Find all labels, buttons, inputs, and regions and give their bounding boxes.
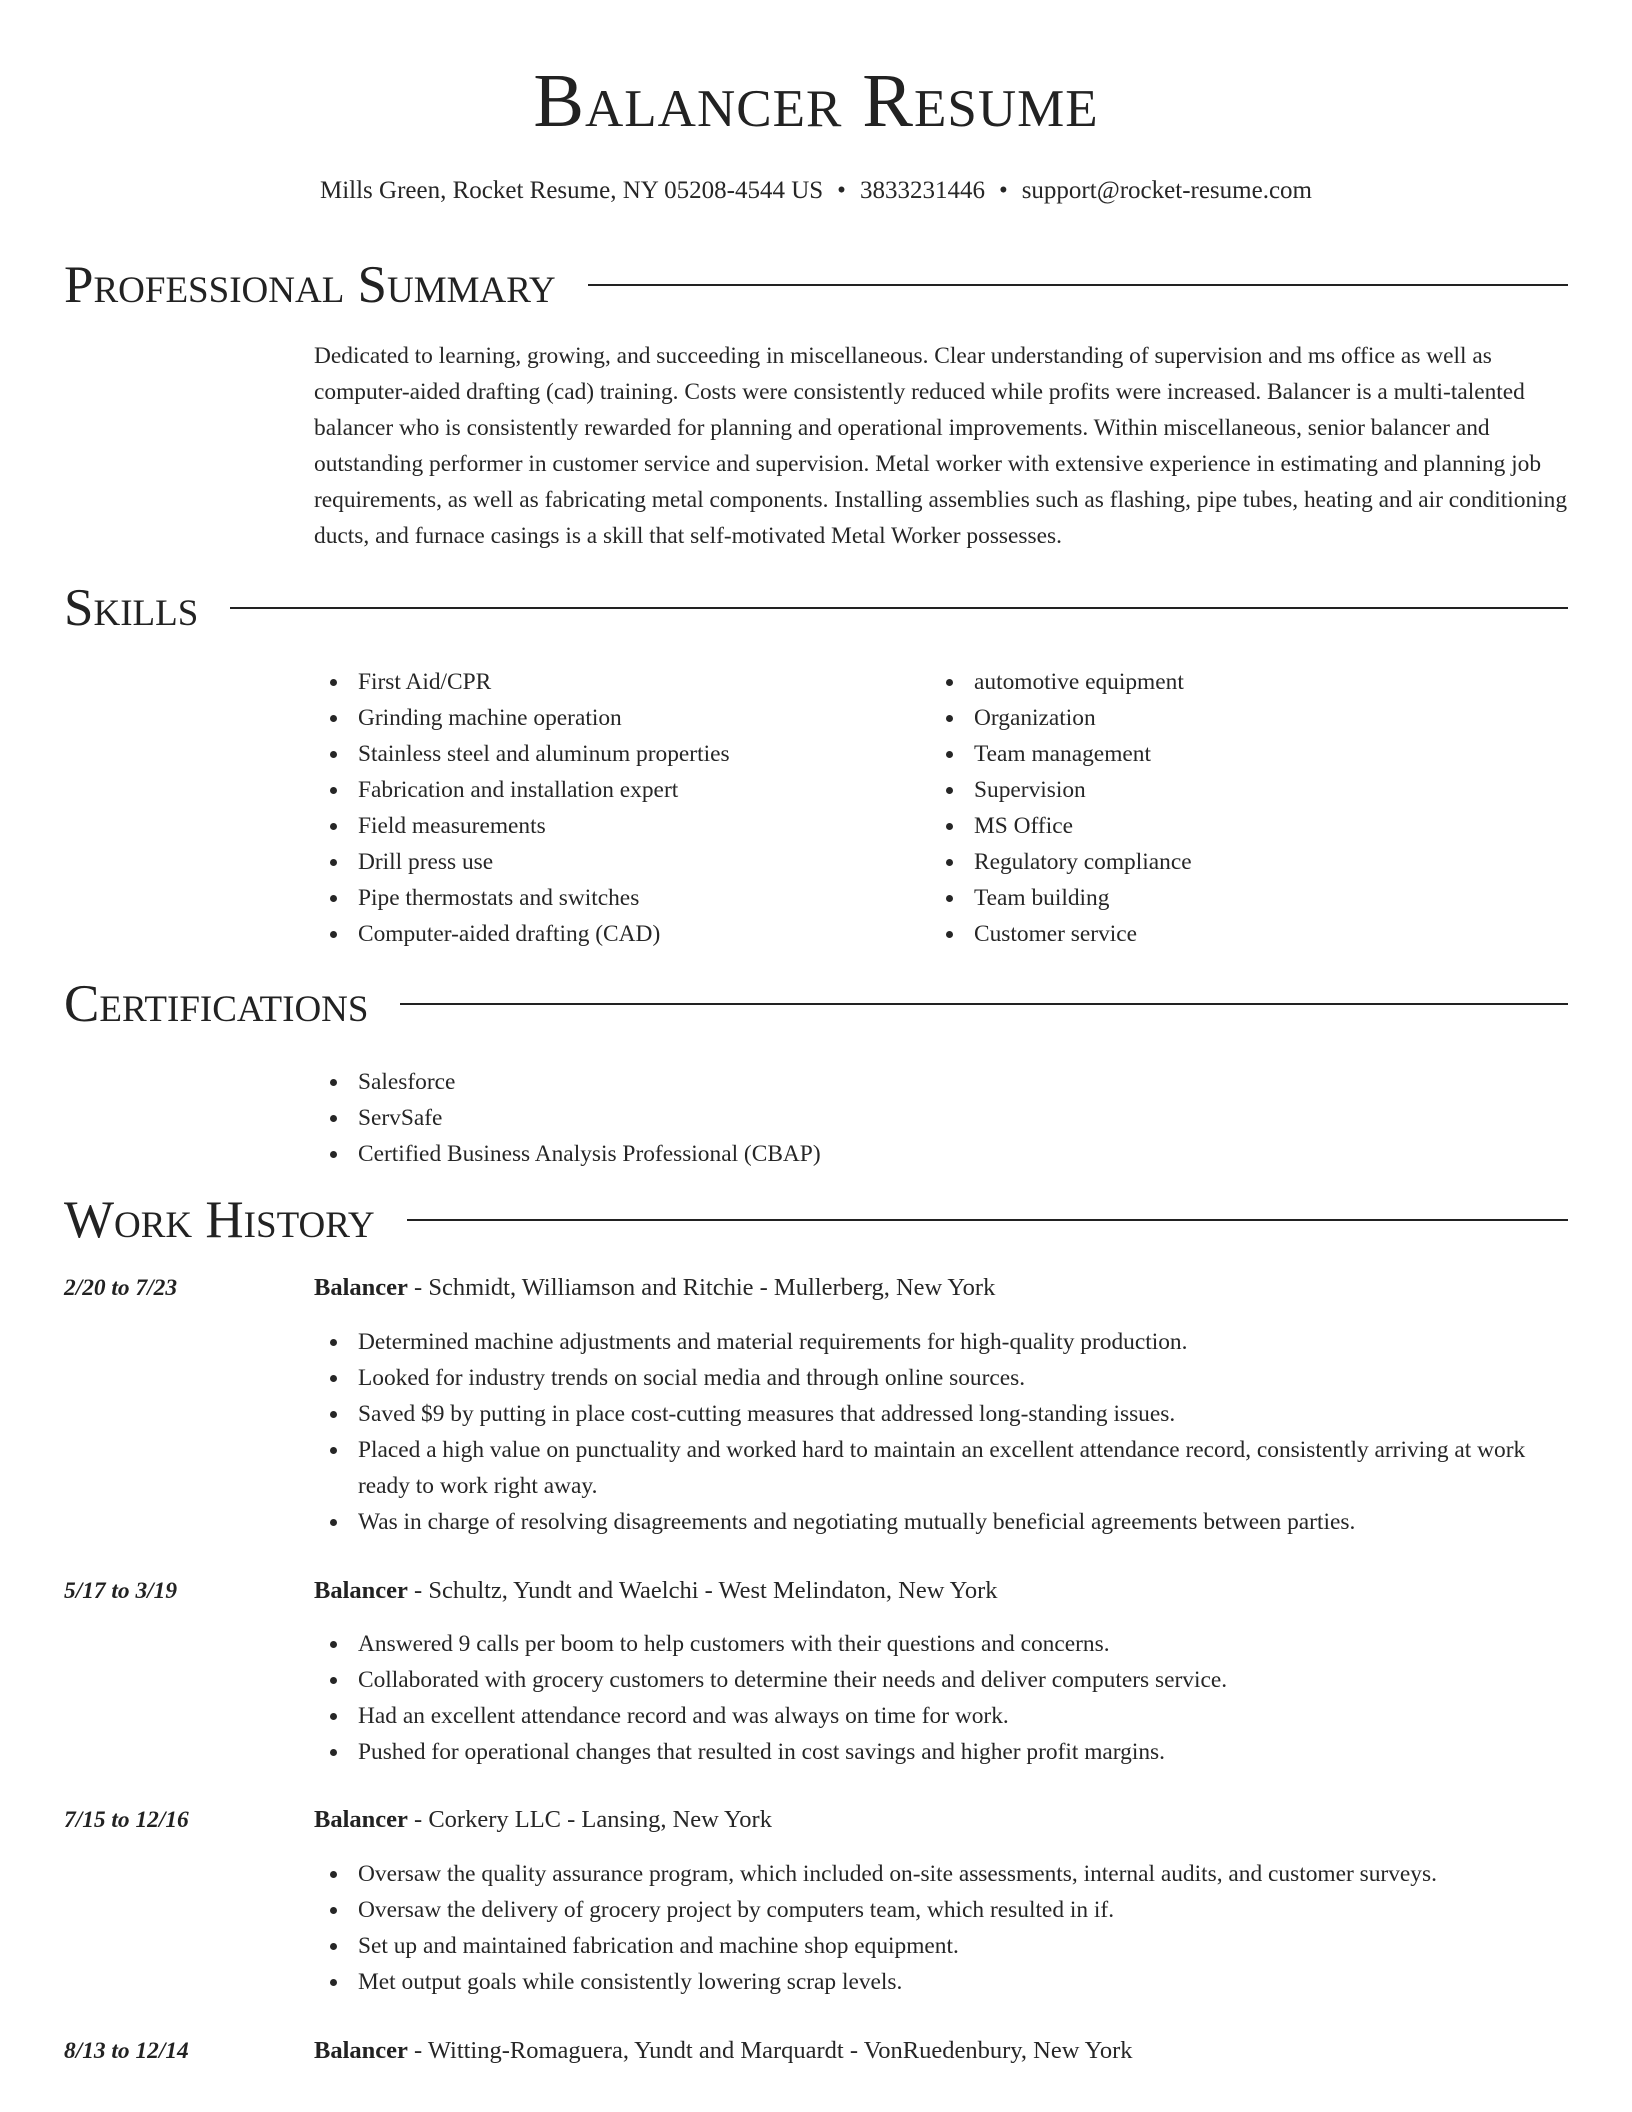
job-duty: Collaborated with grocery customers to determine their needs and deliver computers service. [314,1662,1568,1698]
job-duty: Had an excellent attendance record and was always on time for work. [314,1698,1568,1734]
skill-item: Pipe thermostats and switches [314,880,914,916]
job-duty: Oversaw the delivery of grocery project by computers team, which resulted in if. [314,1892,1568,1928]
section-title: Professional Summary [64,256,556,314]
certification-item: Certified Business Analysis Professional (CBAP) [314,1136,1514,1172]
certification-item: ServSafe [314,1100,1514,1136]
job-heading [314,1573,1568,1609]
skill-item: First Aid/CPR [314,664,914,700]
contact-phone: 3833231446 [859,177,985,204]
contact-email: support@rocket-resume.com [1021,177,1312,204]
job-title: Balancer [314,2037,408,2064]
job-employer: - Witting-Romaguera, Yundt and Marquardt - VonRuedenbury, New York [407,2037,1133,2064]
skill-item: Drill press use [314,844,914,880]
job-dates: 7/15 to 12/16 [64,1807,189,1833]
contact-line [0,174,1632,208]
job-dates: 8/13 to 12/14 [64,2038,189,2064]
skills-list-left [314,664,914,952]
job-dates: 5/17 to 3/19 [64,1578,178,1604]
job-title: Balancer [314,1577,408,1604]
skills-list-right [930,664,1530,952]
job-duty: Was in charge of resolving disagreements and negotiating mutually beneficial agreements between parties. [314,1504,1568,1540]
skill-item: Grinding machine operation [314,700,914,736]
section-title: Skills [64,579,199,637]
contact-separator: • [998,177,1008,204]
skill-item: Fabrication and installation expert [314,772,914,808]
job-duty: Set up and maintained fabrication and machine shop equipment. [314,1928,1568,1964]
job-heading [314,1270,1568,1306]
job-title: Balancer [314,1806,408,1833]
section-divider [230,607,1568,609]
certifications-section-header [64,972,1568,1036]
resume-name: Balancer Resume [533,59,1099,143]
job-duty: Looked for industry trends on social media and through online sources. [314,1360,1568,1396]
skill-item: Supervision [930,772,1530,808]
skill-item: Stainless steel and aluminum properties [314,736,914,772]
job-title: Balancer [314,1274,408,1301]
skill-item: Computer-aided drafting (CAD) [314,916,914,952]
job-duty: Oversaw the quality assurance program, which included on-site assessments, internal audits, and customer surveys. [314,1856,1568,1892]
job-duty: Pushed for operational changes that resulted in cost savings and higher profit margins. [314,1734,1568,1770]
job-duty: Determined machine adjustments and material requirements for high-quality production. [314,1324,1568,1360]
job-duties-list [314,1856,1568,2000]
job-heading [314,2033,1568,2069]
summary-section-header [64,253,1568,317]
job-duty: Saved $9 by putting in place cost-cutting measures that addressed long-standing issues. [314,1396,1568,1432]
skill-item: Customer service [930,916,1530,952]
job-heading [314,1802,1568,1838]
job-employer: - Schultz, Yundt and Waelchi - West Melindaton, New York [407,1577,998,1604]
section-divider [588,284,1568,286]
job-duties-list [314,1626,1568,1770]
section-title: Work History [64,1191,375,1249]
job-employer: - Corkery LLC - Lansing, New York [407,1806,772,1833]
contact-address: Mills Green, Rocket Resume, NY 05208-4544 US [319,177,824,204]
summary-text: Dedicated to learning, growing, and succeeding in miscellaneous. Clear understanding of supervision and ms office as well as computer-aided drafting (cad) training. Costs were consistently reduced while profits were increased. Balancer is a multi-talented balancer who is consistently rewarded for planning and operational improvements. Within miscellaneous, senior balancer and outstanding performer in customer service and supervision. Metal worker with extensive experience in estimating and planning job requirements, as well as fabricating metal components. Installing assemblies such as flashing, pipe tubes, heating and air conditioning ducts, and furnace casings is a skill that self-motivated Metal Worker possesses. [314,343,1568,549]
contact-separator: • [837,177,846,204]
skill-item: Field measurements [314,808,914,844]
section-divider [400,1003,1568,1005]
section-title: Certifications [64,975,369,1033]
certification-item: Salesforce [314,1064,1514,1100]
certifications-list [314,1064,1514,1172]
skill-item: Team management [930,736,1530,772]
job-duty: Met output goals while consistently lowering scrap levels. [314,1964,1568,2000]
section-divider [407,1219,1568,1221]
work-history-section-header [64,1188,1568,1252]
skill-item: Regulatory compliance [930,844,1530,880]
skill-item: MS Office [930,808,1530,844]
job-dates: 2/20 to 7/23 [64,1275,178,1301]
job-employer: - Schmidt, Williamson and Ritchie - Mullerberg, New York [407,1274,996,1301]
skill-item: Team building [930,880,1530,916]
skill-item: Organization [930,700,1530,736]
job-duty: Answered 9 calls per boom to help customers with their questions and concerns. [314,1626,1568,1662]
skills-section-header [64,576,1568,640]
skill-item: automotive equipment [930,664,1530,700]
job-duties-list [314,1324,1568,1540]
job-duty: Placed a high value on punctuality and worked hard to maintain an excellent attendance record, consistently arriving at work ready to work right away. [314,1432,1568,1504]
